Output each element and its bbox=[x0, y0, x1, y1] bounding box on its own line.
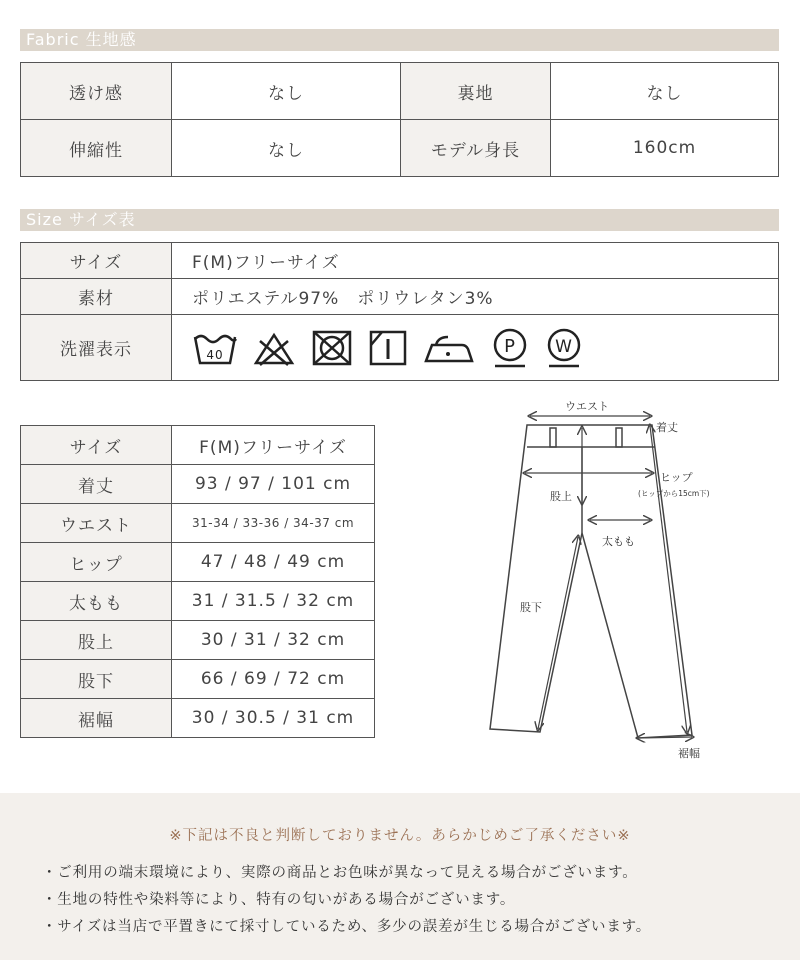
diagram-label-thigh: 太もも bbox=[602, 535, 635, 548]
table-row bbox=[21, 582, 375, 621]
measure-label: 股下 bbox=[21, 660, 172, 699]
notes-section bbox=[0, 793, 800, 960]
measure-label: 太もも bbox=[21, 582, 172, 621]
model-height-label: モデル身長 bbox=[401, 120, 551, 177]
table-row bbox=[21, 543, 375, 582]
line-dry-shade-icon bbox=[368, 329, 408, 367]
table-row bbox=[21, 504, 375, 543]
size-label: サイズ bbox=[21, 243, 172, 279]
diagram-label-inseam: 股下 bbox=[520, 601, 542, 614]
measure-label: 股上 bbox=[21, 621, 172, 660]
no-bleach-icon bbox=[252, 329, 296, 367]
table-row bbox=[21, 279, 779, 315]
material-label: 素材 bbox=[21, 279, 172, 315]
table-row bbox=[21, 621, 375, 660]
material-value: ポリエステル97% ポリウレタン3% bbox=[172, 279, 779, 315]
lining-label: 裏地 bbox=[401, 63, 551, 120]
measure-value: 66 / 69 / 72 cm bbox=[172, 660, 375, 699]
measure-value: 93 / 97 / 101 cm bbox=[172, 465, 375, 504]
measure-value: 47 / 48 / 49 cm bbox=[172, 543, 375, 582]
wash-temperature: 40 bbox=[206, 347, 224, 362]
table-row bbox=[21, 243, 779, 279]
measurement-arrows bbox=[525, 416, 692, 738]
measure-value: 31 / 31.5 / 32 cm bbox=[172, 582, 375, 621]
table-row bbox=[21, 699, 375, 738]
stretch-value: なし bbox=[172, 120, 401, 177]
model-height-value: 160cm bbox=[551, 120, 779, 177]
diagram-label-hem: 裾幅 bbox=[678, 747, 700, 760]
table-row bbox=[21, 660, 375, 699]
table-row bbox=[21, 426, 375, 465]
table-row bbox=[21, 315, 779, 381]
iron-low-icon bbox=[422, 329, 476, 367]
size-section-header: Size サイズ表 bbox=[20, 209, 779, 231]
sheerness-value: なし bbox=[172, 63, 401, 120]
sheerness-label: 透け感 bbox=[21, 63, 172, 120]
care-icons-cell bbox=[172, 315, 779, 381]
measure-header-value: F(M)フリーサイズ bbox=[172, 426, 375, 465]
dry-clean-p-icon bbox=[490, 327, 530, 369]
measure-label: 裾幅 bbox=[21, 699, 172, 738]
diagram-label-hip: ヒップ bbox=[660, 471, 693, 484]
care-label: 洗濯表示 bbox=[21, 315, 172, 381]
wet-clean-w-icon bbox=[544, 327, 584, 369]
fabric-table bbox=[20, 62, 779, 177]
size-value: F(M)フリーサイズ bbox=[172, 243, 779, 279]
measure-label: ヒップ bbox=[21, 543, 172, 582]
fabric-section-header: Fabric 生地感 bbox=[20, 29, 779, 51]
measure-value: 30 / 31 / 32 cm bbox=[172, 621, 375, 660]
table-row bbox=[21, 63, 779, 120]
lining-value: なし bbox=[551, 63, 779, 120]
wash-40-icon bbox=[192, 329, 238, 367]
list-item: ・サイズは当店で平置きにて採寸しているため、多少の誤差が生じる場合がございます。 bbox=[42, 919, 652, 935]
table-row bbox=[21, 465, 375, 504]
dry-clean-letter: P bbox=[504, 335, 516, 357]
measure-label: 着丈 bbox=[21, 465, 172, 504]
table-row bbox=[21, 120, 779, 177]
diagram-label-length: 着丈 bbox=[656, 421, 678, 434]
measure-value: 30 / 30.5 / 31 cm bbox=[172, 699, 375, 738]
pants-measurement-diagram bbox=[470, 395, 790, 775]
stretch-label: 伸縮性 bbox=[21, 120, 172, 177]
no-tumble-dry-icon bbox=[310, 329, 354, 367]
measure-header-label: サイズ bbox=[21, 426, 172, 465]
notes-heading: ※下記は不良と判断しておりません。あらかじめご了承ください※ bbox=[169, 828, 631, 844]
list-item: ・生地の特性や染料等により、特有の匂いがある場合がございます。 bbox=[42, 892, 516, 908]
measure-label: ウエスト bbox=[21, 504, 172, 543]
wet-clean-letter: W bbox=[555, 336, 573, 357]
diagram-label-hip-note: (ヒップから15cm下) bbox=[638, 489, 710, 498]
diagram-label-rise: 股上 bbox=[550, 490, 572, 503]
measure-value: 31-34 / 33-36 / 34-37 cm bbox=[172, 504, 375, 543]
size-info-table bbox=[20, 242, 779, 381]
list-item: ・ご利用の端末環境により、実際の商品とお色味が異なって見える場合がございます。 bbox=[42, 865, 638, 881]
measurement-table bbox=[20, 425, 375, 738]
diagram-label-waist: ウエスト bbox=[565, 400, 609, 413]
